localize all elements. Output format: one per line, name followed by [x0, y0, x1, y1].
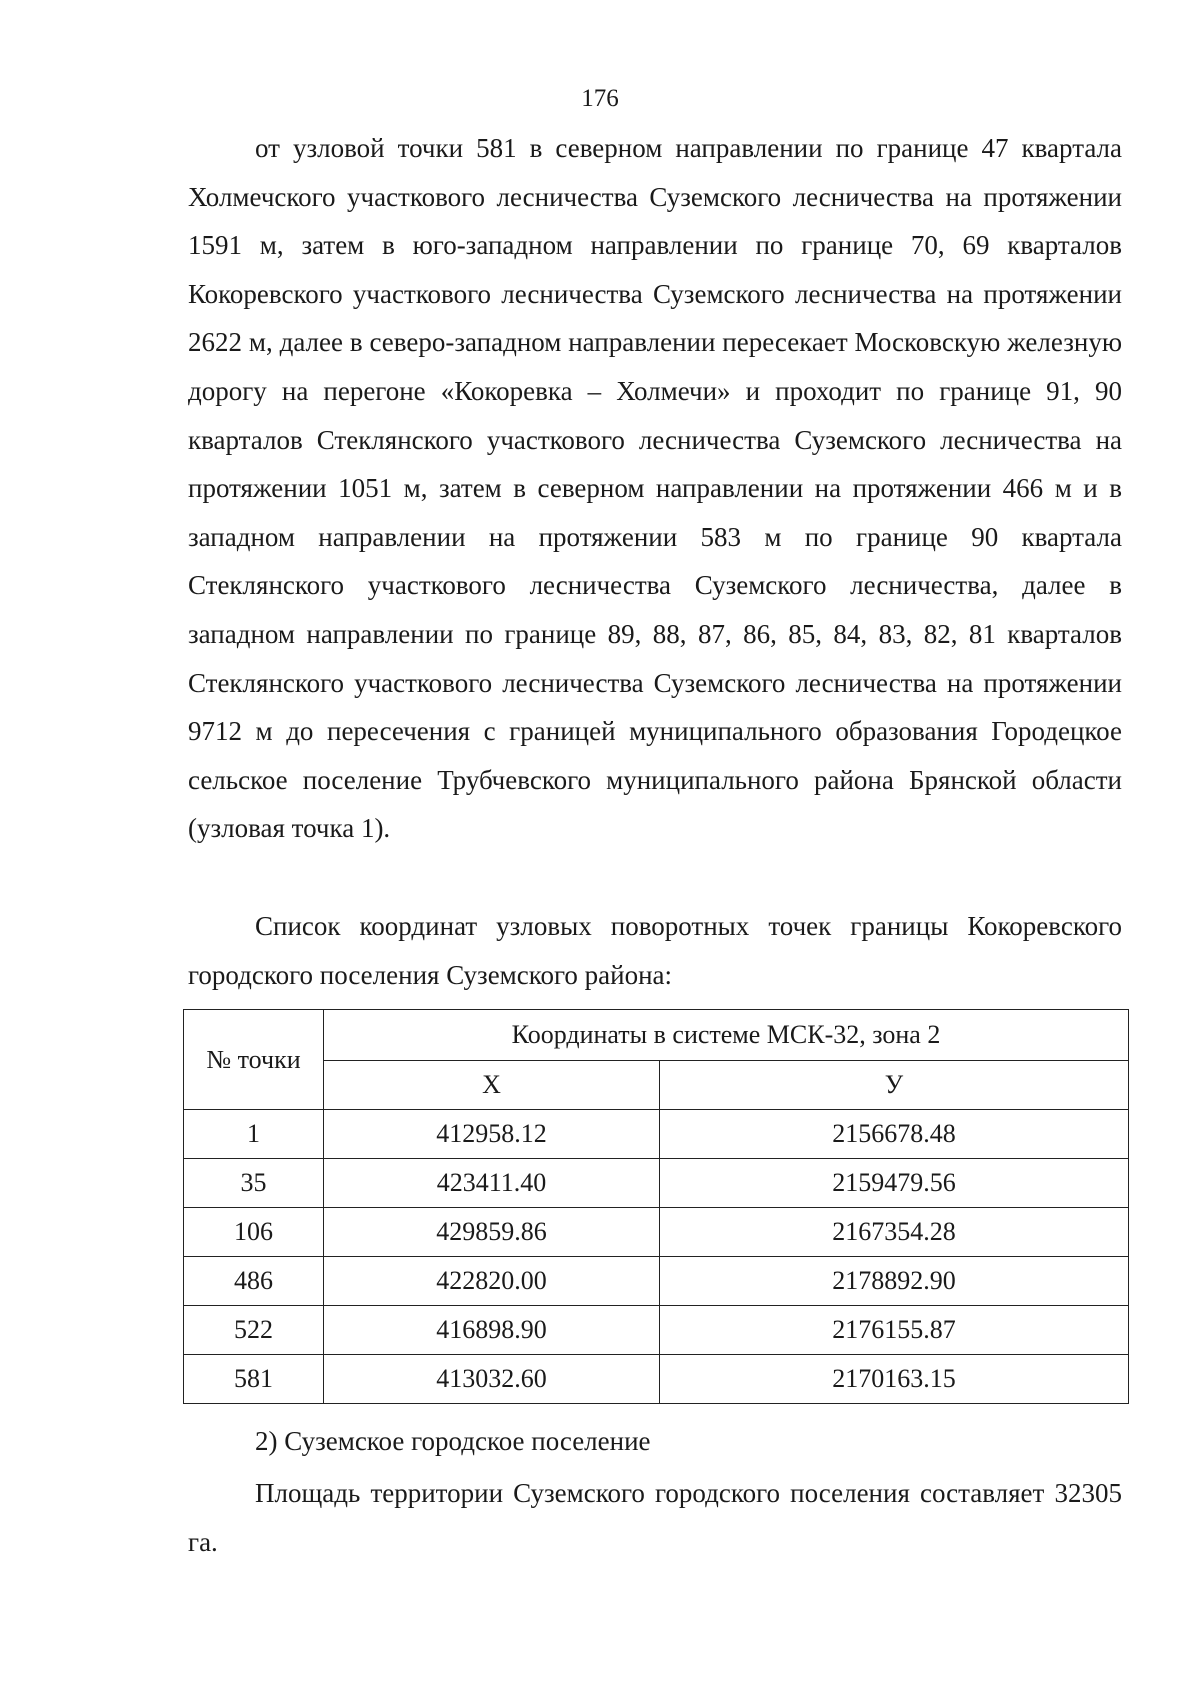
cell-point: 522 — [184, 1306, 324, 1355]
paragraph-area: Площадь территории Суземского городского поселения составляет 32305 га. — [188, 1478, 1122, 1557]
table-row — [184, 1306, 1129, 1355]
cell-x: 423411.40 — [324, 1159, 660, 1208]
cell-x: 416898.90 — [324, 1306, 660, 1355]
paragraph-boundary-route: от узловой точки 581 в северном направлении по границе 47 квартала Холмечского участкового лесничества Суземского лесничества на протяжении 1591 м, затем в юго-западном направлении по границе 70, 69 кварталов Кокоревского участкового лесничества Суземского лесничества на протяжении 2622 м, далее в северо-западном направлении пересекает Московскую железную дорогу на перегоне «Кокоревка – Холмечи» и проходит по границе 91, 90 кварталов Стеклянского участкового лесничества Суземского лесничества на протяжении 1051 м, затем в северном направлении на протяжении 466 м и в западном направлении на протяжении 583 м по границе 90 квартала Стеклянского участкового лесничества Суземского лесничества, далее в западном направлении по границе 89, 88, 87, 86, 85, 84, 83, 82, 81 кварталов Стеклянского участкового лесничества Суземского лесничества на протяжении 9712 м до пересечения с границей муниципального образования Городецкое сельское поселение Трубчевского муниципального района Брянской области (узловая точка 1). — [188, 133, 1122, 844]
table-body — [184, 1110, 1129, 1404]
table-row — [184, 1110, 1129, 1159]
cell-y: 2178892.90 — [660, 1257, 1129, 1306]
coordinates-intro — [188, 902, 1122, 999]
page-number: 176 — [581, 85, 619, 112]
paragraph-coordinates-list-intro: Список координат узловых поворотных точек границы Кокоревского городского поселения Суземского района: — [188, 911, 1122, 990]
boundary-description — [188, 124, 1122, 853]
table-row — [184, 1257, 1129, 1306]
cell-x: 429859.86 — [324, 1208, 660, 1257]
coordinates-table — [183, 1009, 1129, 1404]
header-x: X — [324, 1061, 660, 1110]
cell-y: 2167354.28 — [660, 1208, 1129, 1257]
cell-y: 2170163.15 — [660, 1355, 1129, 1404]
cell-y: 2176155.87 — [660, 1306, 1129, 1355]
header-point-number: № точки — [184, 1010, 324, 1110]
cell-point: 35 — [184, 1159, 324, 1208]
cell-x: 422820.00 — [324, 1257, 660, 1306]
table-row — [184, 1159, 1129, 1208]
header-y: У — [660, 1061, 1129, 1110]
table-header-row — [184, 1010, 1129, 1061]
cell-x: 413032.60 — [324, 1355, 660, 1404]
cell-x: 412958.12 — [324, 1110, 660, 1159]
table-row — [184, 1355, 1129, 1404]
cell-y: 2156678.48 — [660, 1110, 1129, 1159]
table-subheader-row — [184, 1061, 1129, 1110]
cell-point: 106 — [184, 1208, 324, 1257]
section-heading: 2) Суземское городское поселение — [255, 1426, 651, 1456]
area-statement — [188, 1469, 1122, 1566]
cell-point: 581 — [184, 1355, 324, 1404]
table-row — [184, 1208, 1129, 1257]
cell-y: 2159479.56 — [660, 1159, 1129, 1208]
header-coordinate-system: Координаты в системе МСК-32, зона 2 — [324, 1010, 1129, 1061]
cell-point: 486 — [184, 1257, 324, 1306]
cell-point: 1 — [184, 1110, 324, 1159]
